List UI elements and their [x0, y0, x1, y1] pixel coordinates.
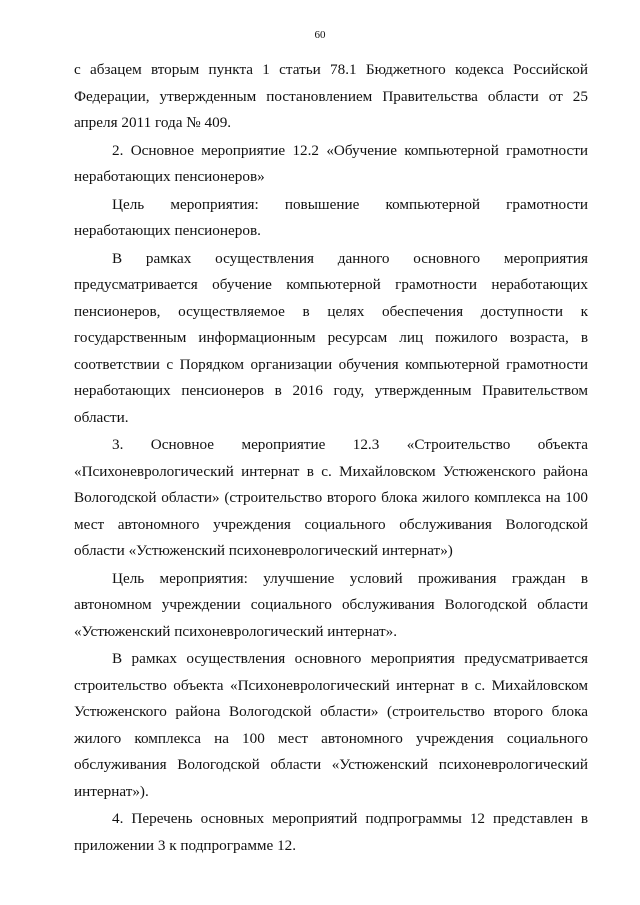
paragraph-measure-12-3-description: В рамках осуществления основного мероприятия предусматривается строительство объекта «Психоневрологический интернат в с. Михайловском Устюженского района Вологодской области» (строительство второго блока жилого комплекса на 100 мест автономного учреждения социального обслуживания Вологодской области «Устюженский психоневрологический интернат»).: [74, 650, 588, 800]
paragraph-measures-list-reference: 4. Перечень основных мероприятий подпрограммы 12 представлен в приложении 3 к подпрограмме 12.: [74, 810, 588, 854]
paragraph-measure-12-3-title: 3. Основное мероприятие 12.3 «Строительство объекта «Психоневрологический интернат в с. Михайловском Устюженского района Вологодской области» (строительство второго блока жилого комплекса на 100 мест автономного учреждения социального обслуживания Вологодской области «Устюженский психоневрологический интернат»): [74, 436, 588, 559]
paragraph-measure-12-2-goal: Цель мероприятия: повышение компьютерной грамотности неработающих пенсионеров.: [74, 195, 588, 239]
paragraph-measure-12-3-goal: Цель мероприятия: улучшение условий проживания граждан в автономном учреждении социального обслуживания Вологодской области «Устюженский психоневрологический интернат».: [74, 569, 588, 640]
paragraph-measure-12-2-title: 2. Основное мероприятие 12.2 «Обучение компьютерной грамотности неработающих пенсионеров»: [74, 141, 588, 185]
page-number: 60: [314, 29, 326, 41]
paragraph-continuation: с абзацем вторым пункта 1 статьи 78.1 Бюджетного кодекса Российской Федерации, утвержденным постановлением Правительства области от 25 апреля 2011 года № 409.: [74, 61, 588, 131]
paragraph-measure-12-2-description: В рамках осуществления данного основного мероприятия предусматривается обучение компьютерной грамотности неработающих пенсионеров, осуществляемое в целях обеспечения доступности к государственным информационным ресурсам лиц пожилого возраста, в соответствии с Порядком организации обучения компьютерной грамотности неработающих пенсионеров в 2016 году, утвержденным Правительством области.: [74, 249, 588, 426]
document-body: [74, 57, 588, 859]
